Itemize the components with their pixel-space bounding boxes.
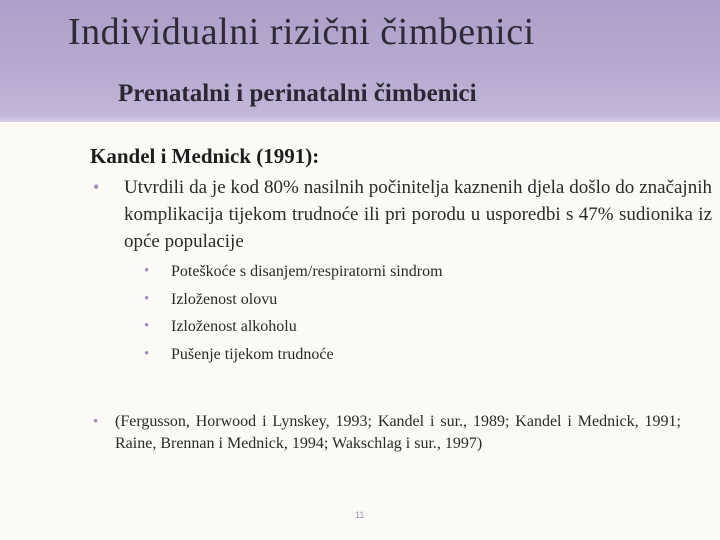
slide-title: Individualni rizični čimbenici xyxy=(68,11,535,53)
sub-bullet-text: Poteškoće s disanjem/respiratorni sindrom xyxy=(171,263,443,280)
bullet-icon: • xyxy=(144,345,150,362)
main-bullet xyxy=(93,174,713,255)
reference-bullet xyxy=(93,411,713,455)
reference-text: (Fergusson, Horwood i Lynskey, 1993; Kandel i sur., 1989; Kandel i Mednick, 1991; Raine, Brennan i Mednick, 1994; Wakschlag i sur., 1997) xyxy=(115,413,681,452)
sub-bullet-item xyxy=(144,258,443,286)
bullet-icon: • xyxy=(93,177,100,197)
section-heading: Kandel i Mednick (1991): xyxy=(90,144,320,168)
bullet-icon: • xyxy=(144,318,150,334)
bullet-icon: • xyxy=(93,414,99,430)
sub-bullet-item xyxy=(144,286,443,314)
sub-bullet-item xyxy=(144,341,443,369)
bullet-icon: • xyxy=(144,263,150,279)
sub-bullet-text: Izloženost alkoholu xyxy=(171,318,297,335)
page-number: 11 xyxy=(355,510,365,520)
sub-bullet-item xyxy=(144,313,443,341)
slide-subtitle: Prenatalni i perinatalni čimbenici xyxy=(118,80,477,107)
sub-bullet-list xyxy=(144,258,443,368)
sub-bullet-text: Izloženost olovu xyxy=(171,290,278,308)
main-bullet-text: Utvrdili da je kod 80% nasilnih počinitelja kaznenih djela došlo do značajnih komplikacija tijekom trudnoće ili pri porodu u usporedbi s 47% sudionika iz opće populacije xyxy=(124,177,712,252)
sub-bullet-text: Pušenje tijekom trudnoće xyxy=(171,345,334,363)
bullet-icon: • xyxy=(144,290,150,307)
